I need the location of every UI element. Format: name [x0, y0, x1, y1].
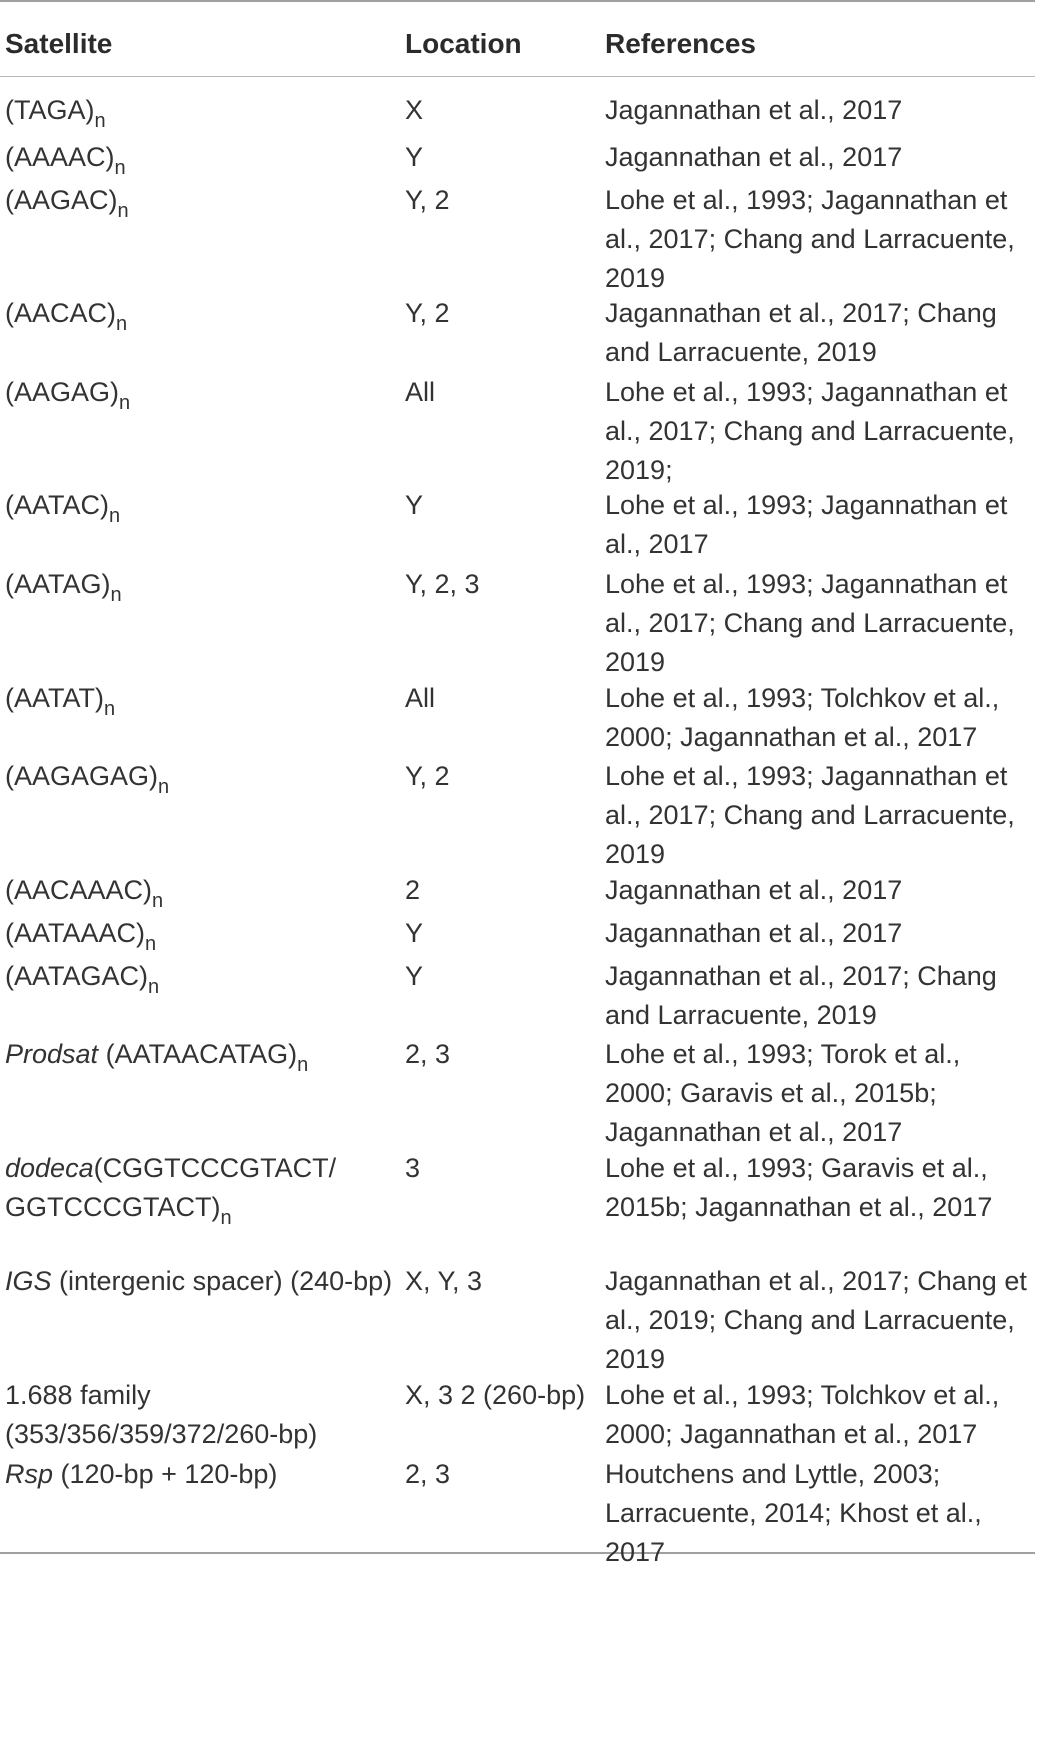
subscript-n: n	[148, 976, 160, 998]
references-cell: Lohe et al., 1993; Jagannathan et al., 2017; Chang and Larracuente, 2019	[605, 569, 1015, 677]
location-cell: Y, 2	[405, 761, 450, 791]
satellite-cell	[5, 294, 395, 336]
table-row	[0, 472, 1035, 559]
location-cell: Y	[405, 490, 424, 520]
satellite-sequence: (AATAT)	[5, 683, 104, 713]
satellite-cell	[5, 757, 395, 799]
satellite-sequence: 1.688 family (353/356/359/372/260-bp)	[5, 1380, 318, 1449]
satellite-name: Prodsat	[5, 1039, 99, 1069]
header-location: Location	[405, 28, 522, 59]
location-cell: Y	[405, 918, 424, 948]
table-row	[0, 359, 1035, 485]
table-row	[0, 77, 1035, 132]
table-row	[0, 124, 1035, 179]
location-cell: 2, 3	[405, 1459, 451, 1489]
references-cell: Jagannathan et al., 2017; Chang and Larracuente, 2019	[605, 298, 997, 367]
subscript-n: n	[145, 933, 157, 955]
table-row	[0, 280, 1035, 367]
subscript-n: n	[114, 157, 126, 179]
subscript-n: n	[94, 110, 106, 132]
table-row	[0, 943, 1035, 1030]
satellite-name: dodeca	[5, 1153, 94, 1183]
satellite-sequence: (AATAAAC)	[5, 918, 146, 948]
satellite-sequence: (120-bp + 120-bp)	[53, 1459, 278, 1489]
table-row	[0, 1248, 1035, 1374]
table-row	[0, 665, 1035, 752]
table-row	[0, 551, 1035, 677]
location-cell: Y, 2, 3	[405, 569, 480, 599]
header-satellite: Satellite	[5, 28, 113, 59]
subscript-n: n	[116, 313, 128, 335]
location-cell: 2	[405, 875, 421, 905]
references-cell: Houtchens and Lyttle, 2003; Larracuente, 2014; Khost et al., 2017	[605, 1459, 982, 1567]
table-row	[0, 1021, 1035, 1147]
satellite-sequence: (AATAG)	[5, 569, 111, 599]
satellite-sequence: (AAGAG)	[5, 377, 120, 407]
references-cell: Lohe et al., 1993; Tolchkov et al., 2000; Jagannathan et al., 2017	[605, 1380, 1000, 1449]
references-cell: Jagannathan et al., 2017	[605, 95, 903, 125]
satellite-sequence: (AAGAGAG)	[5, 761, 159, 791]
satellite-sequence: (intergenic spacer) (240-bp)	[51, 1266, 393, 1296]
location-cell: Y	[405, 142, 424, 172]
subscript-n: n	[119, 392, 131, 414]
references-cell: Jagannathan et al., 2017	[605, 875, 903, 905]
references-cell: Jagannathan et al., 2017	[605, 142, 903, 172]
location-cell: Y	[405, 961, 424, 991]
references-cell: Lohe et al., 1993; Jagannathan et al., 2017	[605, 490, 1008, 559]
subscript-n: n	[158, 776, 170, 798]
satellite-sequence: (CGGTCCCGTACT/ GGTCCCGTACT)	[5, 1153, 337, 1222]
subscript-n: n	[152, 890, 164, 912]
location-cell: X, 3 2 (260-bp)	[405, 1380, 586, 1410]
satellite-sequence: (AACAC)	[5, 298, 117, 328]
references-cell: Jagannathan et al., 2017; Chang and Larracuente, 2019	[605, 961, 997, 1030]
subscript-n: n	[297, 1054, 309, 1076]
location-cell: Y, 2	[405, 185, 450, 215]
satellite-sequence: (AATAC)	[5, 490, 109, 520]
location-cell: X	[405, 95, 424, 125]
satellite-cell	[5, 1262, 395, 1301]
references-cell: Jagannathan et al., 2017	[605, 918, 903, 948]
table-row	[0, 900, 1035, 955]
satellite-cell	[5, 679, 395, 721]
references-cell: Lohe et al., 1993; Jagannathan et al., 2017; Chang and Larracuente, 2019	[605, 185, 1015, 293]
satellite-sequence: (AAGAC)	[5, 185, 118, 215]
references-cell: Lohe et al., 1993; Jagannathan et al., 2017; Chang and Larracuente, 2019	[605, 761, 1015, 869]
references-cell: Lohe et al., 1993; Torok et al., 2000; Garavis et al., 2015b; Jagannathan et al., 2017	[605, 1039, 961, 1147]
subscript-n: n	[109, 505, 121, 527]
header-references: References	[605, 28, 756, 59]
references-cell: Lohe et al., 1993; Tolchkov et al., 2000; Jagannathan et al., 2017	[605, 683, 1000, 752]
satellite-cell	[5, 1149, 395, 1230]
satellite-sequence: (AAAAC)	[5, 142, 115, 172]
table-header	[0, 2, 1035, 76]
satellite-cell	[5, 486, 395, 528]
satellite-cell	[5, 957, 395, 999]
location-cell: All	[405, 377, 436, 407]
location-cell: Y, 2	[405, 298, 450, 328]
satellite-sequence: (AATAACATAG)	[98, 1039, 298, 1069]
satellite-sequence: (AACAAAC)	[5, 875, 153, 905]
satellite-cell	[5, 1455, 395, 1494]
references-cell: Lohe et al., 1993; Garavis et al., 2015b; Jagannathan et al., 2017	[605, 1153, 993, 1222]
subscript-n: n	[110, 584, 122, 606]
table-body	[0, 77, 1035, 1567]
location-cell: 2, 3	[405, 1039, 451, 1069]
references-cell: Jagannathan et al., 2017; Chang et al., 2019; Chang and Larracuente, 2019	[605, 1266, 1027, 1374]
table-row	[0, 857, 1035, 912]
table-row	[0, 167, 1035, 293]
satellite-name: IGS	[5, 1266, 52, 1296]
references-cell: Lohe et al., 1993; Jagannathan et al., 2017; Chang and Larracuente, 2019;	[605, 377, 1015, 485]
satellite-sequence: (TAGA)	[5, 95, 95, 125]
table-row	[0, 1135, 1035, 1248]
satellite-cell	[5, 373, 395, 415]
subscript-n: n	[220, 1207, 232, 1229]
satellite-cell	[5, 181, 395, 223]
location-cell: All	[405, 683, 436, 713]
subscript-n: n	[117, 200, 129, 222]
location-cell: 3	[405, 1153, 421, 1183]
satellite-cell	[5, 1035, 395, 1077]
satellite-sequence: (AATAGAC)	[5, 961, 149, 991]
table-row	[0, 1362, 1035, 1449]
table-row	[0, 1441, 1035, 1567]
table-row	[0, 743, 1035, 869]
subscript-n: n	[103, 698, 116, 720]
satellite-cell	[5, 565, 395, 607]
location-cell: X, Y, 3	[405, 1266, 483, 1296]
satellite-name: Rsp	[5, 1459, 54, 1489]
